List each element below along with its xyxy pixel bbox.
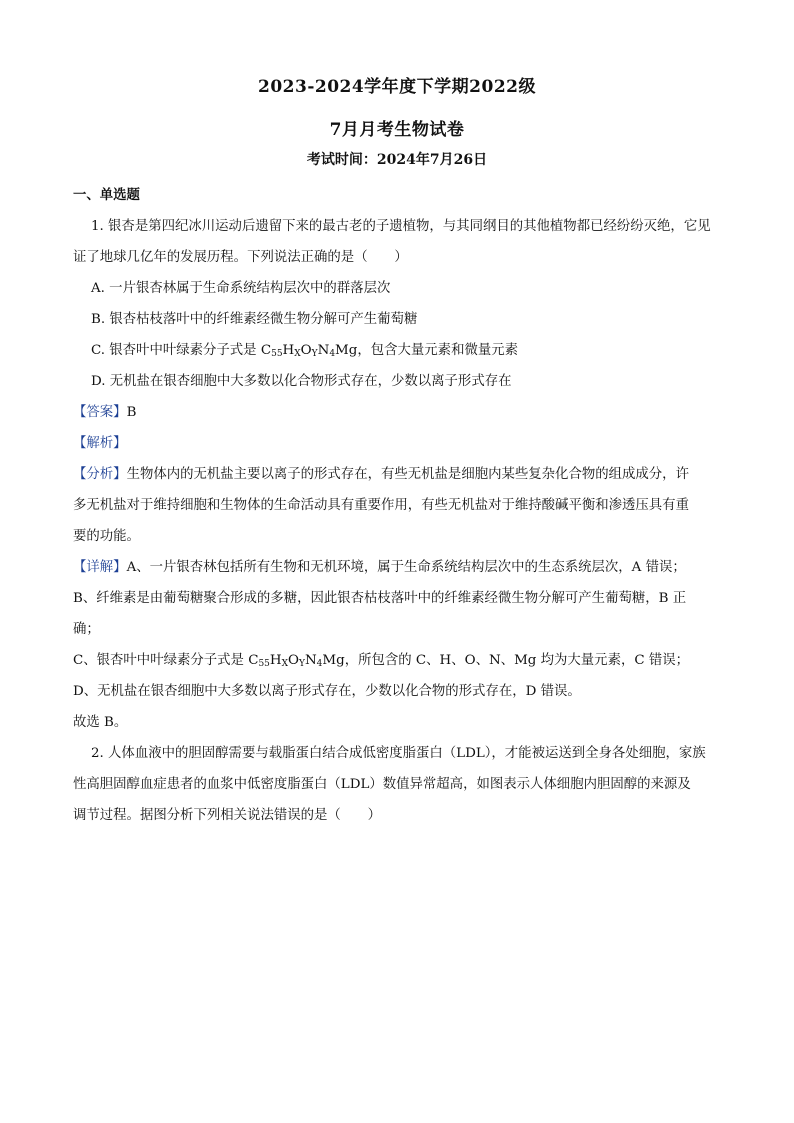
exam-body [73,180,723,831]
formula-h: H [282,343,295,358]
q1-stem-line1: 1. 银杏是第四纪冰川运动后遗留下来的最古老的子遗植物，与其同纲目的其他植物都已经纷纷灭绝，它见 [91,219,711,234]
q1-detail-b-line1: B、纤维素是由葡萄糖聚合形成的多糖，因此银杏枯枝落叶中的纤维素经微生物分解可产生葡萄糖，B 正 [73,591,687,606]
q1-fenxi-line2: 多无机盐对于维持细胞和生物体的生命活动具有重要作用，有些无机盐对于维持酸碱平衡和渗透压具有重 [73,498,689,513]
detail-label: 【详解】 [73,560,127,575]
q1-detail-d: D、无机盐在银杏细胞中大多数以离子形式存在，少数以化合物的形式存在，D 错误。 [73,684,581,699]
formula-o-sub: Y [311,349,318,359]
fenxi-label: 【分析】 [73,467,127,482]
q1-conclusion: 故选 B。 [73,715,128,730]
q1-detail-b-line2: 确； [73,622,100,637]
detail-formula-o: O [288,653,299,668]
detail-formula-n: N [304,653,317,668]
fenxi-text1: 生物体内的无机盐主要以离子的形式存在，有些无机盐是细胞内某些复杂化合物的组成成分，许 [126,467,689,482]
q1-option-b: B. 银杏枯枝落叶中的纤维素经微生物分解可产生葡萄糖 [91,312,418,327]
q1-option-c [73,335,723,366]
formula-h-sub: X [294,349,301,359]
answer-value: B [126,405,137,420]
q1-detail-a [73,552,723,583]
detail-formula-c-sub: 55 [258,659,270,669]
detail-formula-h: H [269,653,282,668]
q1-analysis-label: 【解析】 [73,436,127,451]
q2-stem-line2: 性高胆固醇血症患者的血浆中低密度脂蛋白（LDL）数值异常超高，如图表示人体细胞内胆固醇的来源及 [73,777,691,792]
formula-mg: Mg [335,343,358,358]
exam-time: 考试时间：2024年7月26日 [306,152,488,168]
option-c-prefix: C. 银杏叶中叶绿素分子式是 C [91,343,272,358]
detail-formula-h-sub: X [281,659,288,669]
q1-fenxi-line1 [73,459,723,490]
detail-formula-o-sub: Y [298,659,305,669]
option-c-suffix: ，包含大量元素和微量元素 [357,343,519,358]
section-heading: 一、单选题 [73,187,140,203]
formula-c-sub: 55 [271,349,283,359]
exam-title-subject: 7月月考生物试卷 [329,120,465,140]
exam-title-year: 2023-2024学年度下学期2022级 [258,77,536,97]
formula-o: O [300,343,312,358]
q1-fenxi-line3: 要的功能。 [73,529,140,544]
q2-stem-line1: 2. 人体血液中的胆固醇需要与载脂蛋白结合成低密度脂蛋白（LDL），才能被运送到全身各处细胞，家族 [91,746,706,761]
q1-option-d: D. 无机盐在银杏细胞中大多数以化合物形式存在，少数以离子形式存在 [91,374,512,389]
detail-c-prefix: C、银杏叶中叶绿素分子式是 C [73,653,259,668]
detail-formula-mg: Mg [322,653,345,668]
formula-n: N [317,343,330,358]
q1-answer [73,397,723,428]
formula-n-sub: 4 [329,349,336,359]
q1-detail-c [73,645,723,676]
q1-option-a: A. 一片银杏林属于生命系统结构层次中的群落层次 [91,281,391,296]
detail-a-text: A、一片银杏林包括所有生物和无机环境，属于生命系统结构层次中的生态系统层次，A 错误； [126,560,686,575]
q1-stem-line2: 证了地球几亿年的发展历程。下列说法正确的是（ ） [73,250,408,265]
answer-label: 【答案】 [73,405,127,420]
detail-formula-n-sub: 4 [316,659,323,669]
detail-c-suffix: ，所包含的 C、H、O、N、Mg 均为大量元素，C 错误； [344,653,690,668]
q2-stem-line3: 调节过程。据图分析下列相关说法错误的是（ ） [73,808,381,823]
